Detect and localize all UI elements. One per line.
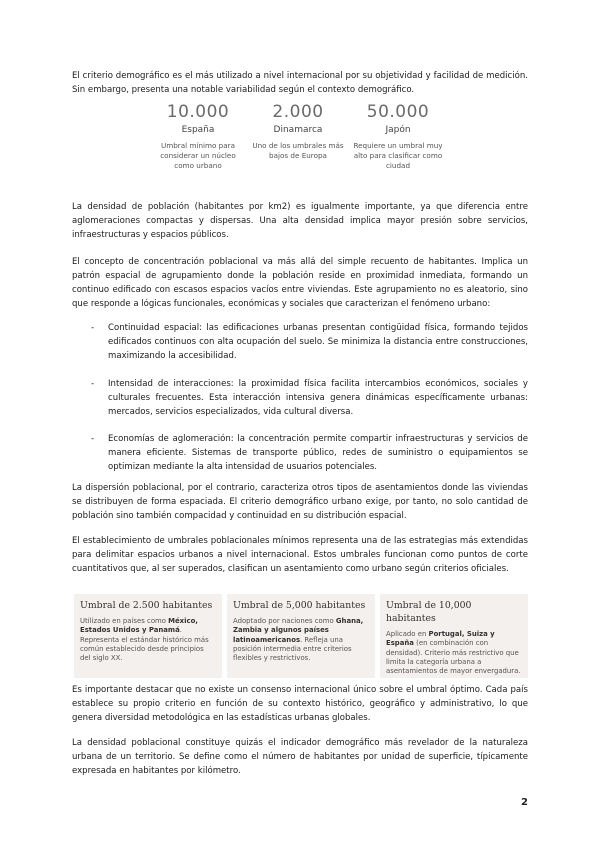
card-body: Aplicado en Portugal, Suiza y España (en combinación con densidad). Criterio más restrictivo que limita la categoría urbana a asentamientos de mayor envergadura. bbox=[386, 630, 521, 676]
bullet-interactions: - Intensidad de interacciones: la proximidad física facilita intercambios económicos, sociales y culturales frecuentes. Esta interacción intensiva genera dinámicas específicamente urbanas: mercados, servicios especializados, vida cultural diversa. bbox=[72, 378, 528, 420]
bullet-continuity: - Continuidad espacial: las edificaciones urbanas presentan contigüidad física, formando tejidos edificados continuos con alta ocupación del suelo. Se minimiza la distancia entre construcciones, maximizando la accesibilidad. bbox=[72, 322, 528, 364]
paragraph-density-indicator: La densidad poblacional constituye quizás el indicador demográfico más revelador de la naturaleza urbana de un territorio. Se define como el número de habitantes por unidad de superficie, típicamente expresada en habitantes por kilómetro. bbox=[72, 738, 528, 776]
stat-description: Uno de los umbrales más bajos de Europa bbox=[252, 141, 344, 160]
stat-number: 2.000 bbox=[272, 102, 324, 122]
card-body: Adoptado por naciones como Ghana, Zambia y algunos países latinoamericanos. Refleja una posición intermedia entre criterios flexibles y restrictivos. bbox=[233, 617, 364, 663]
paragraph-concentration: El concepto de concentración poblacional va más allá del simple recuento de habitantes. Implica un patrón espacial de agrupamiento donde la población reside en proximidad inmediata, formando un continuo edificado con escasos espacios vacíos entre viviendas. Este agrupamiento no es aleatorio, sino que responde a lógicas funcionales, económicas y sociales que caracterizan el fenómeno urbano: bbox=[72, 257, 528, 309]
stat-country: Japón bbox=[385, 125, 411, 135]
stat-country: España bbox=[181, 125, 215, 135]
card-body: Utilizado en países como México, Estados Unidos y Panamá. Representa el estándar histórico más común establecido desde principios del siglo XX. bbox=[80, 617, 209, 663]
stat-spain bbox=[148, 102, 248, 171]
card-2500 bbox=[74, 594, 222, 678]
card-title: Umbral de 5,000 habitantes bbox=[233, 600, 366, 611]
threshold-stats bbox=[148, 102, 448, 171]
bullet-list bbox=[72, 322, 528, 475]
stat-japan bbox=[348, 102, 448, 171]
paragraph-no-consensus: Es importante destacar que no existe un consenso internacional único sobre el umbral óptimo. Cada país establece su propio criterio en función de su contexto histórico, geográfico y administrativo, lo que genera diversidad metodológica en las estadísticas urbanas globales. bbox=[72, 685, 528, 723]
stat-number: 10.000 bbox=[166, 102, 230, 122]
stat-country: Dinamarca bbox=[273, 125, 323, 135]
paragraph-demographic-criterion: El criterio demográfico es el más utilizado a nivel internacional por su objetividad y facilidad de medición. Sin embargo, presenta una notable variabilidad según el contexto demográfico. bbox=[72, 71, 528, 95]
card-10000 bbox=[380, 594, 528, 678]
card-title: Umbral de 10,000 habitantes bbox=[386, 600, 472, 624]
card-title: Umbral de 2.500 habitantes bbox=[80, 600, 213, 611]
card-5000 bbox=[227, 594, 375, 678]
paragraph-dispersion: La dispersión poblacional, por el contrario, caracteriza otros tipos de asentamientos donde las viviendas se distribuyen de forma espaciada. El criterio demográfico urbano exige, por tanto, no solo cantidad de población sino también compacidad y continuidad en su distribución espacial. bbox=[72, 483, 528, 521]
stat-description: Umbral mínimo para considerar un núcleo como urbano bbox=[160, 141, 236, 170]
paragraph-thresholds: El establecimiento de umbrales poblacionales mínimos representa una de las estrategias más extendidas para delimitar espacios urbanos a nivel internacional. Estos umbrales funcionan como puntos de corte cuantitativos que, al ser superados, clasifican un asentamiento como urbano según criterios oficiales. bbox=[72, 536, 528, 574]
threshold-cards bbox=[74, 594, 528, 678]
stat-number: 50.000 bbox=[366, 102, 430, 122]
bullet-agglomeration: - Economías de aglomeración: la concentración permite compartir infraestructuras y servicios de manera eficiente. Sistemas de transporte público, redes de suministro o equipamientos se optimizan mediante la alta intensidad de usuarios potenciales. bbox=[72, 433, 528, 475]
paragraph-population-density: La densidad de población (habitantes por km2) es igualmente importante, ya que diferencia entre aglomeraciones compactas y dispersas. Una alta densidad implica mayor presión sobre servicios, infraestructuras y espacios públicos. bbox=[72, 202, 528, 240]
stat-denmark bbox=[248, 102, 348, 171]
page-number: 2 bbox=[521, 797, 528, 808]
stat-description: Requiere un umbral muy alto para clasificar como ciudad bbox=[353, 141, 443, 170]
